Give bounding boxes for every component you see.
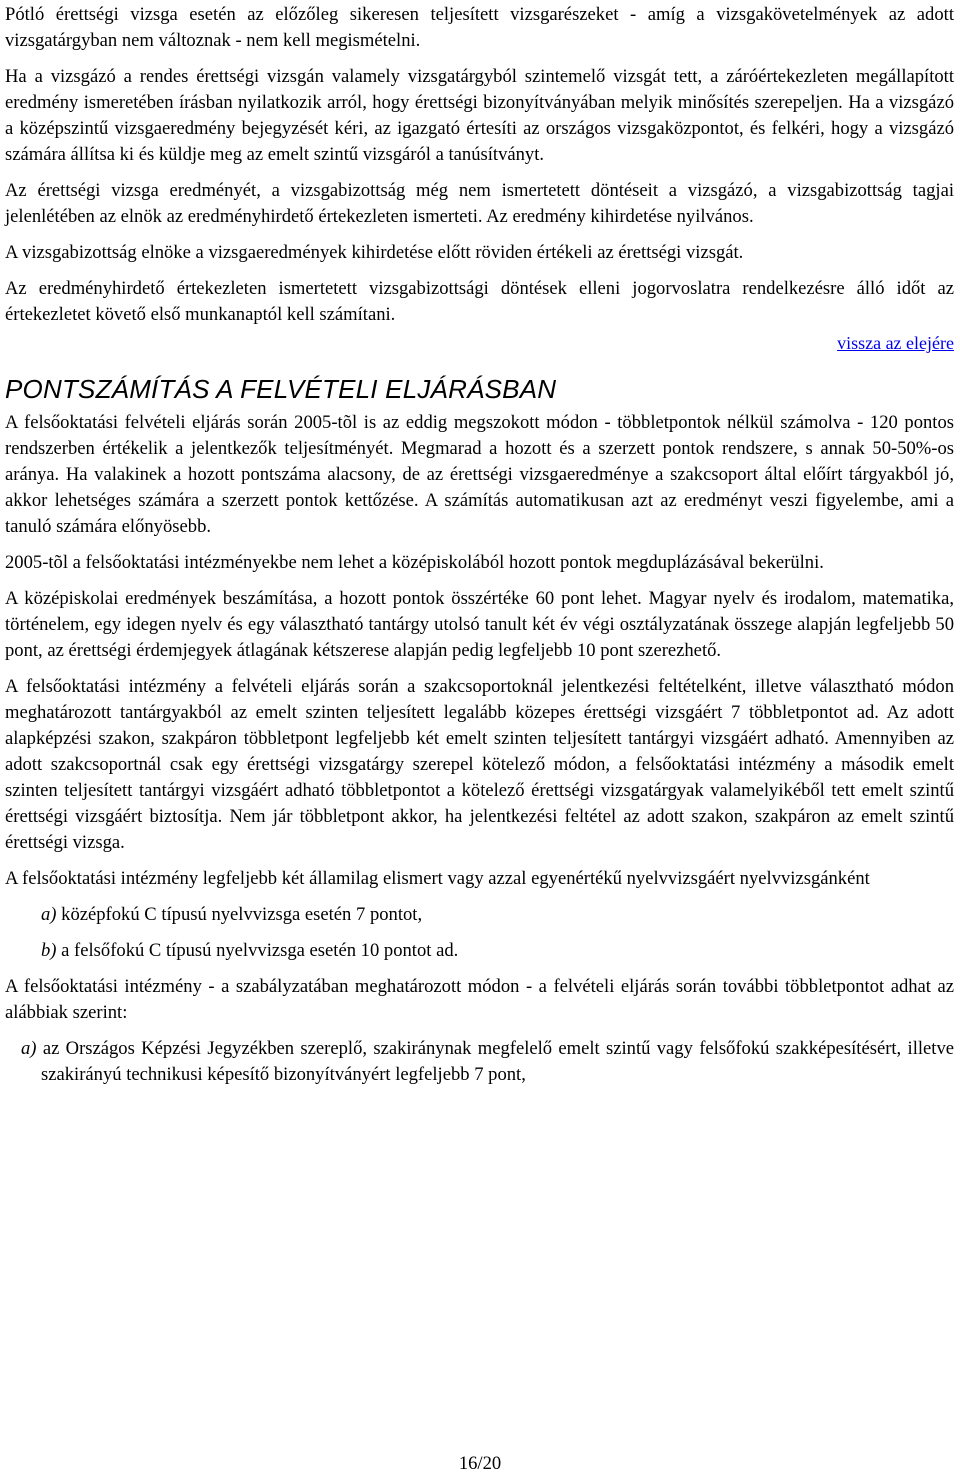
paragraph-level-raise: Ha a vizsgázó a rendes érettségi vizsgán valamely vizsgatárgyból szintemelő vizsgát tett, a záróértekezleten megállapított eredmény ismeretében írásban nyilatkozik arról, hogy érettségi bizonyítványában melyik minősítés szerepeljen. Ha a vizsgázó a középszintű vizsgaeredmény bejegyzését kéri, az igazgató értesíti az országos vizsgaközpontot, és felkéri, hogy a vizsgázó számára állítsa ki és küldje meg az emelt szintű vizsgáról a tanúsítványt. — [5, 66, 954, 165]
back-to-top-link[interactable]: vissza az elejére — [837, 333, 954, 353]
paragraph-chair-evaluation: A vizsgabizottság elnöke a vizsgaeredmények kihirdetése előtt röviden értékeli az érettségi vizsgát. — [5, 242, 744, 263]
paragraph-retake: Pótló érettségi vizsga esetén az előzőleg sikeresen teljesített vizsgarészeket - amíg a vizsgakövetelmények az adott vizsgatárgyban nem változnak - nem kell megismételni. — [5, 4, 954, 51]
list-item-extra-a — [5, 1036, 954, 1088]
paragraph-bonus-points: A felsőoktatási intézmény a felvételi eljárás során a szakcsoportoknál jelentkezési feltételként, illetve választható módon meghatározott tantárgyakból az emelt szinten teljesített legalább közepes érettségi vizsgáért 7 többletpontot ad. Az adott alapképzési szakon, szakpáron többletpont legfeljebb két emelt szinten teljesített tantárgyi vizsgáért adható. Amennyiben az adott szakcsoportnál csak egy érettségi vizsgatárgy szerepel kötelező módon, a felsőoktatási intézmény a második emelt szinten teljesített tantárgyi vizsgáért adható többletpontot a kötelező érettségi vizsgatárgyak valamelyikéből tett emelt szintű érettségi vizsgáért biztosítja. Nem jár többletpont akkor, ha jelentkezési feltétel az adott szakon, szakpáron az emelt szintű érettségi vizsga. — [5, 676, 954, 853]
list-label: b) — [41, 940, 57, 961]
list-item-language-b — [5, 938, 954, 964]
list-item-language-a — [5, 902, 954, 928]
section-title: PONTSZÁMÍTÁS A FELVÉTELI ELJÁRÁSBAN — [5, 374, 557, 404]
paragraph-extra-points: A felsőoktatási intézmény - a szabályzatában meghatározott módon - a felvételi eljárás során további többletpontot adhat az alábbiak szerint: — [5, 976, 954, 1023]
paragraph-legal-remedy: Az eredményhirdető értekezleten ismertetett vizsgabizottsági döntések elleni jogorvoslatra rendelkezésre álló időt az értekezletet követő első munkanaptól kell számítani. — [5, 278, 954, 325]
paragraph-school-results: A középiskolai eredmények beszámítása, a hozott pontok összértéke 60 pont lehet. Magyar nyelv és irodalom, matematika, történelem, egy idegen nyelv és egy választható tantárgy utolsó tanult két év végi osztályzatának összege alapján legfeljebb 50 pont, az érettségi érdemjegyek átlagának kétszerese alapján pedig legfeljebb 10 pont szerezhető. — [5, 588, 954, 661]
paragraph-result-announcement: Az érettségi vizsga eredményét, a vizsgabizottság még nem ismertetett döntéseit a vizsgázó, a vizsgabizottság tagjai jelenlétében az elnök az eredményhirdető értekezleten ismerteti. Az eredmény kihirdetése nyilvános. — [5, 180, 954, 227]
list-text: az Országos Képzési Jegyzékben szereplő, szakiránynak megfelelő emelt szintű vagy felsőfokú szakképesítésért, illetve szakirányú technikusi képesítő bizonyítványért legfeljebb 7 pont, — [41, 1038, 954, 1085]
paragraph-language-exam: A felsőoktatási intézmény legfeljebb két államilag elismert vagy azzal egyenértékű nyelvvizsgáért nyelvvizsgánként — [5, 868, 870, 889]
page-number: 16/20 — [458, 1453, 502, 1474]
document-page — [5, 0, 954, 1088]
paragraph-no-doubling: 2005-tõl a felsőoktatási intézményekbe nem lehet a középiskolából hozott pontok megduplázásával bekerülni. — [5, 552, 824, 573]
list-text: középfokú C típusú nyelvvizsga esetén 7 pontot, — [61, 904, 423, 925]
list-label: a) — [41, 904, 57, 925]
list-text: a felsőfokú C típusú nyelvvizsga esetén 10 pontot ad. — [61, 940, 459, 961]
list-label: a) — [21, 1038, 37, 1059]
paragraph-point-system: A felsőoktatási felvételi eljárás során 2005-tõl is az eddig megszokott módon - többletpontok nélkül számolva - 120 pontos rendszerben értékelik a jelentkezők teljesítményét. Megmarad a hozott és a szerzett pontok rendszere, s annak 50-50%-os aránya. Ha valakinek a hozott pontszáma alacsony, de az érettségi vizsgaeredménye a szakcsoport által előírt tárgyakból jó, akkor lehetséges számára a szerzett pontok kettőzése. A számítás automatikusan azt az eredményt veszi figyelembe, ami a tanuló számára előnyösebb. — [5, 412, 954, 537]
